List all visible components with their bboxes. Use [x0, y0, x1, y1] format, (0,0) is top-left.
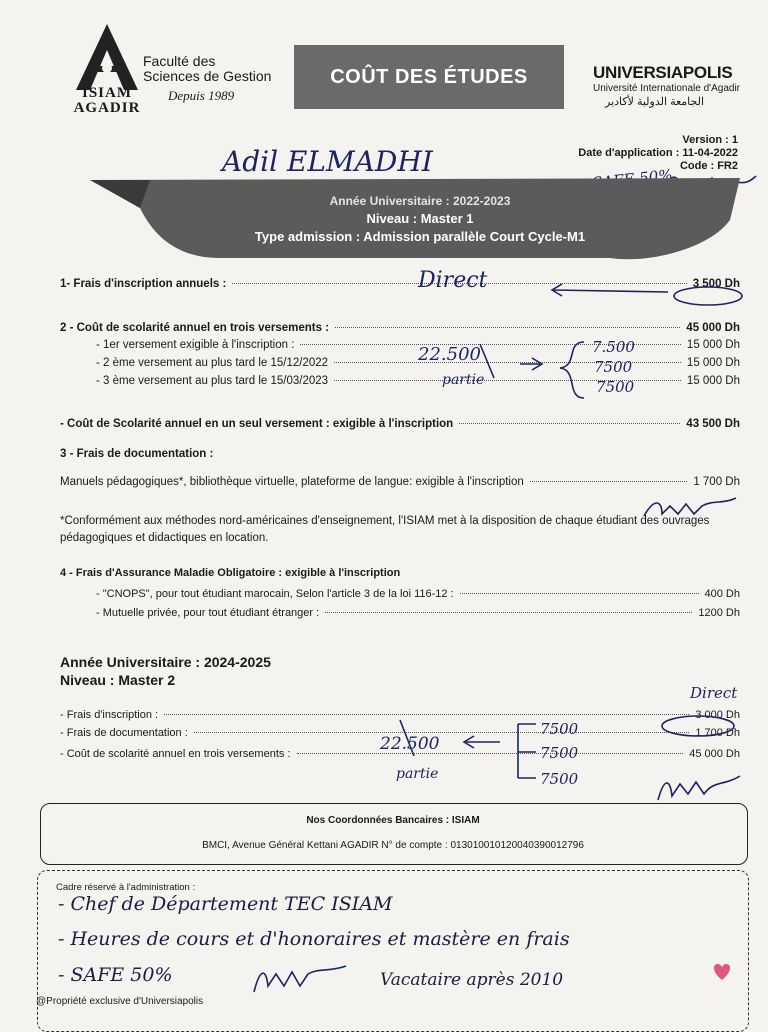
- insurance-label: 4 - Frais d'Assurance Maladie Obligatoire : exigible à l'inscription: [60, 567, 401, 579]
- handwritten-student-name: Adil ELMADHI: [222, 145, 433, 178]
- insurance-item-label: - "CNOPS", pour tout étudiant marocain, Selon l'article 3 de la loi 116-12 :: [96, 588, 454, 600]
- isiam-logo-icon: [72, 22, 142, 92]
- year2-item-value: 3 000 Dh: [695, 709, 740, 721]
- installment-value: 15 000 Dh: [686, 375, 740, 387]
- signature-lower-icon: [654, 770, 744, 806]
- admin-line-2: - Heures de cours et d'honoraires et mastère en frais: [58, 928, 570, 950]
- single-payment-row: [60, 418, 740, 430]
- universiapolis-logo: UNIVERSIAPOLIS: [593, 63, 733, 82]
- arrow-and-circle-icon: [548, 278, 748, 308]
- admin-title: Cadre réservé à l'administration :: [56, 882, 196, 893]
- since-1989: Depuis 1989: [168, 88, 235, 103]
- heart-icon: [710, 962, 734, 982]
- handwritten-partial-1: partie: [442, 372, 485, 388]
- insurance-item-label: - Mutuelle privée, pour tout étudiant étranger :: [96, 607, 320, 619]
- insurance-item-value: 400 Dh: [704, 588, 740, 600]
- installment-label: - 2 ème versement au plus tard le 15/12/2022: [96, 357, 329, 369]
- handwritten-installment-5: 7500: [540, 744, 579, 762]
- date-application: Date d'application : 11-04-2022: [578, 147, 738, 159]
- faculty-name: Faculté des Sciences de Gestion: [143, 53, 272, 84]
- bank-details-box: [40, 803, 748, 865]
- handwritten-partial-2: partie: [396, 766, 439, 782]
- single-payment-label: - Coût de Scolarité annuel en un seul versement : exigible à l'inscription: [60, 418, 454, 430]
- handwritten-installment-3: 7500: [596, 378, 635, 396]
- documentation-value: 1 700 Dh: [693, 476, 740, 488]
- page-title: COÛT DES ÉTUDES: [294, 45, 564, 109]
- version: Version : 1: [682, 134, 738, 146]
- insurance-row: [96, 607, 740, 619]
- documentation-line: Manuels pédagogiques*, bibliothèque virtuelle, plateforme de langue: exigible à l'inscription: [60, 476, 524, 488]
- insurance-item-value: 1200 Dh: [698, 607, 740, 619]
- year2-title: Année Universitaire : 2024-2025: [60, 654, 271, 670]
- documentation-row: [60, 476, 740, 488]
- year2-level: Niveau : Master 2: [60, 672, 176, 688]
- admin-line-3a: - SAFE 50%: [58, 964, 173, 986]
- banner-admission-type: Type admission : Admission parallèle Court Cycle-M1: [254, 229, 586, 244]
- handwritten-installment-2: 7500: [594, 358, 633, 376]
- handwritten-direct-2: Direct: [690, 684, 738, 702]
- handwritten-amount-1: 22.500: [418, 344, 481, 365]
- admin-line-3b: Vacataire après 2010: [380, 970, 564, 990]
- insurance-row: [96, 588, 740, 600]
- handwritten-amount-2: 22.500: [380, 734, 440, 754]
- handwritten-installment-4: 7500: [540, 720, 579, 738]
- single-payment-value: 43 500 Dh: [686, 418, 740, 430]
- banner-text: [150, 192, 690, 246]
- footer-copyright: @Propriété exclusive d'Universiapolis: [36, 996, 204, 1007]
- university-subtitle: Université Internationale d'Agadir: [593, 83, 740, 94]
- installment-value: 15 000 Dh: [686, 339, 740, 351]
- year2-item-value: 1 700 Dh: [695, 727, 740, 739]
- isiam-agadir-text: ISIAM AGADIR: [73, 85, 141, 116]
- tuition-three-payments-label: 2 - Coût de scolarité annuel en trois versements :: [60, 322, 330, 334]
- installment-value: 15 000 Dh: [686, 357, 740, 369]
- documentation-note: *Conformément aux méthodes nord-américaines d'enseignement, l'ISIAM met à la disposition de chaque étudiant des ouvrages pédagogiques et didactiques en location.: [60, 515, 710, 544]
- tuition-three-payments-row: [60, 322, 740, 334]
- bank-account-line: BMCI, Avenue Général Kettani AGADIR N° de compte : 013010010120040390012796: [202, 840, 584, 851]
- registration-fee-label: 1- Frais d'inscription annuels :: [60, 278, 227, 290]
- registration-fee-value: 3 500 Dh: [692, 278, 740, 290]
- tuition-three-payments-value: 45 000 Dh: [686, 322, 740, 334]
- admin-line-1: - Chef de Département TEC ISIAM: [58, 893, 393, 915]
- code: Code : FR2: [679, 160, 738, 172]
- year2-item-label: - Frais d'inscription :: [60, 709, 159, 721]
- installment-row: [96, 375, 740, 387]
- handwritten-direct-1: Direct: [418, 268, 488, 293]
- handwritten-installment-6: 7500: [540, 770, 579, 788]
- handwritten-installment-1: 7.500: [592, 338, 635, 356]
- handwritten-brace-icon: [460, 336, 600, 406]
- year2-item-value: 45 000 Dh: [689, 748, 740, 760]
- year2-item-label: - Frais de documentation :: [60, 727, 188, 739]
- bank-title: Nos Coordonnées Bancaires : ISIAM: [306, 815, 480, 826]
- installment-label: - 1er versement exigible à l'inscription :: [96, 339, 295, 351]
- documentation-label: 3 - Frais de documentation :: [60, 448, 214, 460]
- year2-item-label: - Coût de scolarité annuel en trois versements :: [60, 748, 291, 760]
- admin-signature-icon: [250, 962, 350, 996]
- banner-year: Année Universitaire : 2022-2023: [329, 194, 511, 208]
- university-arabic: الجامعة الدولية لأكادير: [605, 96, 705, 108]
- banner-level: Niveau : Master 1: [366, 211, 474, 226]
- installment-label: - 3 ème versement au plus tard le 15/03/2023: [96, 375, 329, 387]
